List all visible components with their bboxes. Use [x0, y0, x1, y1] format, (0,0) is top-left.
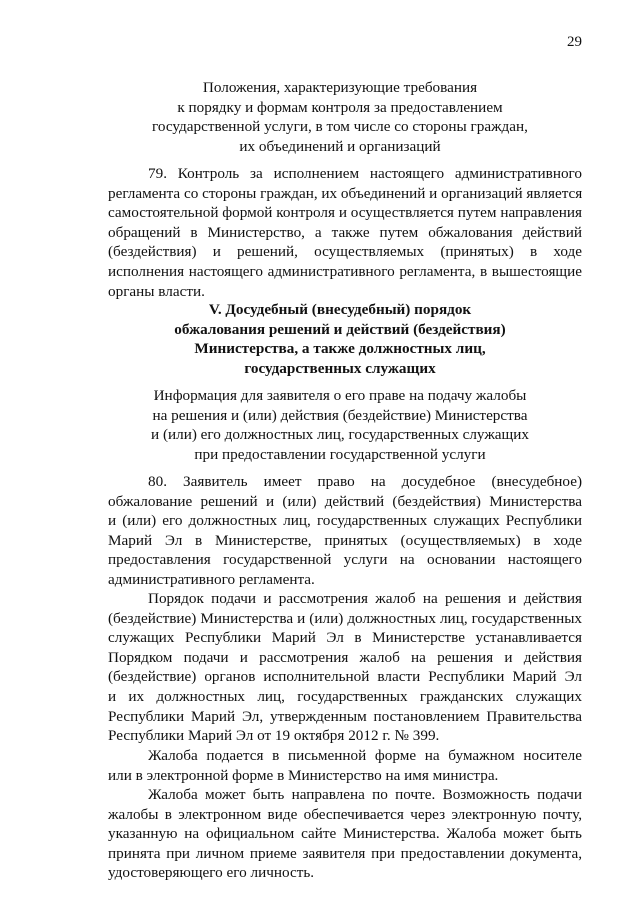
paragraph-line: (бездействия) и решений, осуществляемых (принятых) в ходе	[108, 243, 582, 261]
paragraph-complaint-order	[108, 589, 582, 746]
paragraph-line: 79. Контроль за исполнением настоящего административного	[148, 165, 582, 182]
heading-line: государственной услуги, в том числе со стороны граждан,	[152, 118, 528, 136]
paragraph-line: или в электронной форме в Министерство на имя министра.	[108, 766, 499, 784]
paragraph-line: Порядком подачи и рассмотрения жалоб на решения и действия	[108, 648, 582, 666]
page-number: 29	[567, 34, 582, 50]
paragraph-written-form	[108, 746, 582, 785]
heading-line: Министерства, а также должностных лиц,	[194, 340, 486, 358]
heading-line: к порядку и формам контроля за предоставлением	[177, 98, 503, 116]
paragraph-line: принята при личном приеме заявителя при предоставлении документа,	[108, 844, 582, 862]
heading-line: их объединений и организаций	[239, 137, 441, 155]
paragraph-line: (бездействие) органов исполнительной власти Республики Марий Эл	[108, 668, 582, 686]
paragraph-line: самостоятельной формой контроля и осуществляется путем направления	[108, 204, 582, 222]
heading-line: V. Досудебный (внесудебный) порядок	[208, 301, 472, 318]
paragraph-line: и (или) его должностных лиц, государственных служащих Республики	[108, 512, 582, 530]
paragraph-line: 80. Заявитель имеет право на досудебное (внесудебное)	[148, 473, 582, 490]
heading-line: Информация для заявителя о его праве на подачу жалобы	[153, 387, 527, 404]
heading-line: при предоставлении государственной услуги	[194, 445, 486, 463]
heading-line: Положения, характеризующие требования	[202, 79, 478, 96]
paragraph-line: обращений в Министерство, а также путем обжалования действий	[108, 223, 582, 241]
paragraph-line: (бездействие) Министерства и (или) должностных лиц, государственных	[108, 609, 582, 627]
paragraph-line: Республики Марий Эл от 19 октября 2012 г. № 399.	[108, 727, 440, 745]
paragraph-line: Республики Марий Эл, утвержденным постановлением Правительства	[108, 707, 582, 725]
heading-line: на решения и (или) действия (бездействие) Министерства	[152, 406, 528, 424]
paragraph-line: служащих Республики Марий Эл в Министерстве устанавливается	[108, 629, 582, 647]
paragraph-line: исполнения настоящего административного регламента, в вышестоящие	[108, 262, 582, 280]
paragraph-line: Порядок подачи и рассмотрения жалоб на решения и действия	[148, 590, 582, 607]
paragraph-80	[108, 472, 582, 590]
section-5-heading	[100, 300, 580, 378]
paragraph-line: указанную на официальном сайте Министерства. Жалоба может быть	[108, 825, 582, 843]
paragraph-line: административного регламента.	[108, 570, 315, 588]
heading-line: государственных служащих	[244, 359, 436, 377]
paragraph-mail-electronic	[108, 785, 582, 883]
paragraph-line: предоставления государственной услуги на основании настоящего	[108, 551, 582, 569]
paragraph-line: Марий Эл в Министерстве, принятых (осуществляемых) в ходе	[108, 531, 582, 549]
control-requirements-heading	[100, 78, 580, 156]
paragraph-line: жалобы в электронном виде обеспечивается через электронную почту,	[108, 805, 582, 823]
heading-line: и (или) его должностных лиц, государственных служащих	[151, 426, 529, 444]
heading-line: обжалования решений и действий (бездействия)	[174, 320, 506, 338]
paragraph-line: органы власти.	[108, 282, 205, 300]
paragraph-line: Жалоба подается в письменной форме на бумажном носителе	[148, 747, 582, 764]
paragraph-line: обжалование решений и (или) действий (бездействия) Министерства	[108, 492, 582, 510]
paragraph-line: удостоверяющего его личность.	[108, 864, 315, 882]
paragraph-line: Жалоба может быть направлена по почте. Возможность подачи	[148, 786, 582, 803]
applicant-information-heading	[100, 386, 580, 464]
paragraph-79	[108, 164, 582, 301]
paragraph-line: и их должностных лиц, государственных гражданских служащих	[108, 687, 582, 705]
paragraph-line: регламента со стороны граждан, их объединений и организаций является	[108, 184, 583, 202]
